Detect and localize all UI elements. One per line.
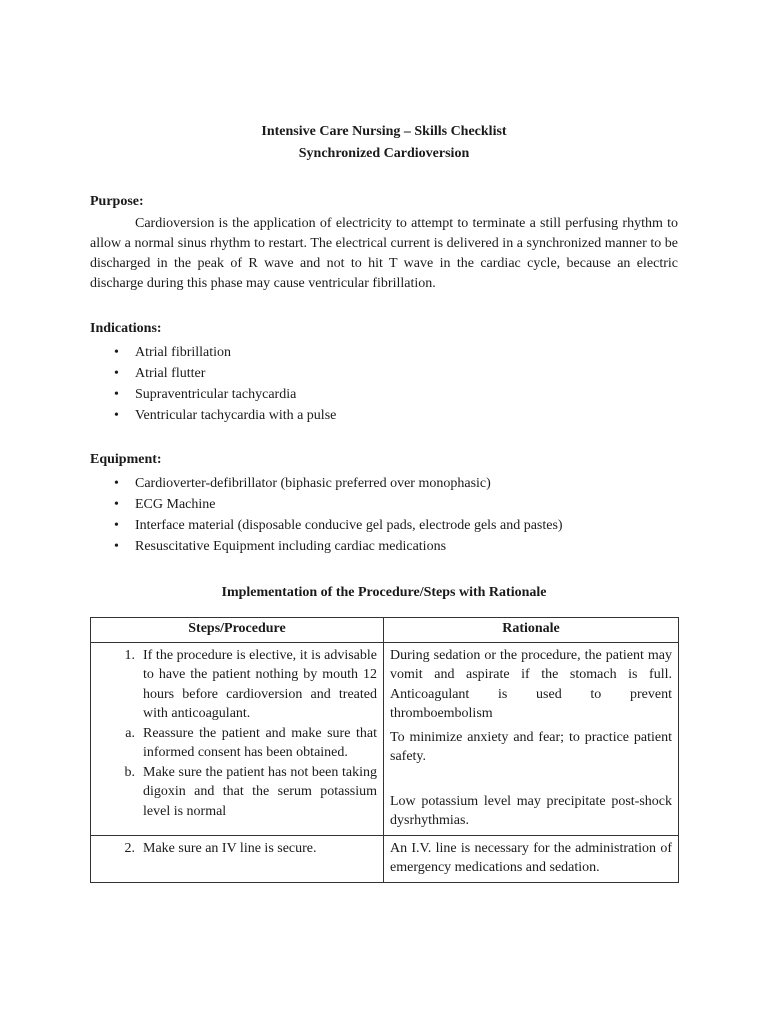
- equipment-list: [90, 473, 678, 557]
- bullet-icon: •: [114, 539, 119, 554]
- column-header-rationale: Rationale: [384, 618, 679, 643]
- step-item: [97, 839, 377, 859]
- purpose-heading: Purpose:: [90, 194, 144, 209]
- list-item: [90, 494, 678, 515]
- rationale-text: Low potassium level may precipitate post-shock dysrhythmias.: [390, 793, 672, 828]
- step-text: Reassure the patient and make sure that informed consent has been obtained.: [143, 725, 377, 760]
- rationale-text: To minimize anxiety and fear; to practice patient safety.: [390, 729, 672, 764]
- rationale-cell: [384, 835, 679, 882]
- rationale-text: An I.V. line is necessary for the administration of emergency medications and sedation.: [390, 840, 672, 875]
- indications-list: [90, 342, 678, 426]
- bullet-icon: •: [114, 387, 119, 402]
- rationale-cell: [384, 642, 679, 835]
- list-item-text: Interface material (disposable conducive gel pads, electrode gels and pastes): [135, 518, 563, 533]
- list-item-text: Atrial flutter: [135, 366, 206, 381]
- document-page: [90, 121, 678, 883]
- document-subtitle: Synchronized Cardioversion: [298, 146, 470, 161]
- table-row: [91, 835, 679, 882]
- step-item: [97, 763, 377, 822]
- step-number: 2.: [124, 840, 135, 856]
- list-item: [90, 342, 678, 363]
- list-item-text: Atrial fibrillation: [135, 345, 232, 360]
- steps-cell: [91, 835, 384, 882]
- procedure-table: [90, 617, 679, 883]
- list-item: [90, 473, 678, 494]
- table-title: Implementation of the Procedure/Steps with Rationale: [221, 585, 547, 600]
- list-item-text: Supraventricular tachycardia: [135, 387, 297, 402]
- equipment-heading: Equipment:: [90, 452, 162, 467]
- bullet-icon: •: [114, 345, 119, 360]
- step-number: b.: [124, 764, 135, 780]
- document-title: Intensive Care Nursing – Skills Checklist: [261, 124, 507, 139]
- rationale-text: During sedation or the procedure, the patient may vomit and aspirate if the stomach is full. Anticoagulant is used to prevent thromboembolism: [390, 647, 672, 721]
- list-item: [90, 515, 678, 536]
- bullet-icon: •: [114, 366, 119, 381]
- table-header-row: [91, 618, 679, 643]
- list-item-text: Resuscitative Equipment including cardiac medications: [135, 539, 447, 554]
- list-item-text: Ventricular tachycardia with a pulse: [135, 408, 337, 423]
- list-item-text: Cardioverter-defibrillator (biphasic preferred over monophasic): [135, 476, 491, 491]
- step-number: a.: [125, 725, 135, 741]
- steps-cell: [91, 642, 384, 835]
- purpose-paragraph: Cardioversion is the application of electricity to attempt to terminate a still perfusing rhythm to allow a normal sinus rhythm to restart. The electrical current is delivered in a synchronized manner to be discharged in the peak of R wave and not to hit T wave in the cardiac cycle, because an electric discharge during this phase may cause ventricular fibrillation.: [90, 216, 678, 291]
- step-number: 1.: [124, 647, 135, 663]
- table-row: [91, 642, 679, 835]
- column-header-steps: Steps/Procedure: [91, 618, 384, 643]
- list-item: [90, 384, 678, 405]
- list-item: [90, 363, 678, 384]
- step-text: Make sure the patient has not been taking digoxin and that the serum potassium level is normal: [143, 764, 377, 819]
- indications-heading: Indications:: [90, 321, 162, 336]
- bullet-icon: •: [114, 497, 119, 512]
- list-item-text: ECG Machine: [135, 497, 216, 512]
- step-item: [97, 724, 377, 763]
- step-text: Make sure an IV line is secure.: [143, 840, 317, 856]
- list-item: [90, 536, 678, 557]
- step-text: If the procedure is elective, it is advisable to have the patient nothing by mouth 12 hours before cardioversion and treated with anticoagulant.: [143, 647, 377, 721]
- bullet-icon: •: [114, 408, 119, 423]
- bullet-icon: •: [114, 518, 119, 533]
- step-item: [97, 646, 377, 724]
- bullet-icon: •: [114, 476, 119, 491]
- list-item: [90, 405, 678, 426]
